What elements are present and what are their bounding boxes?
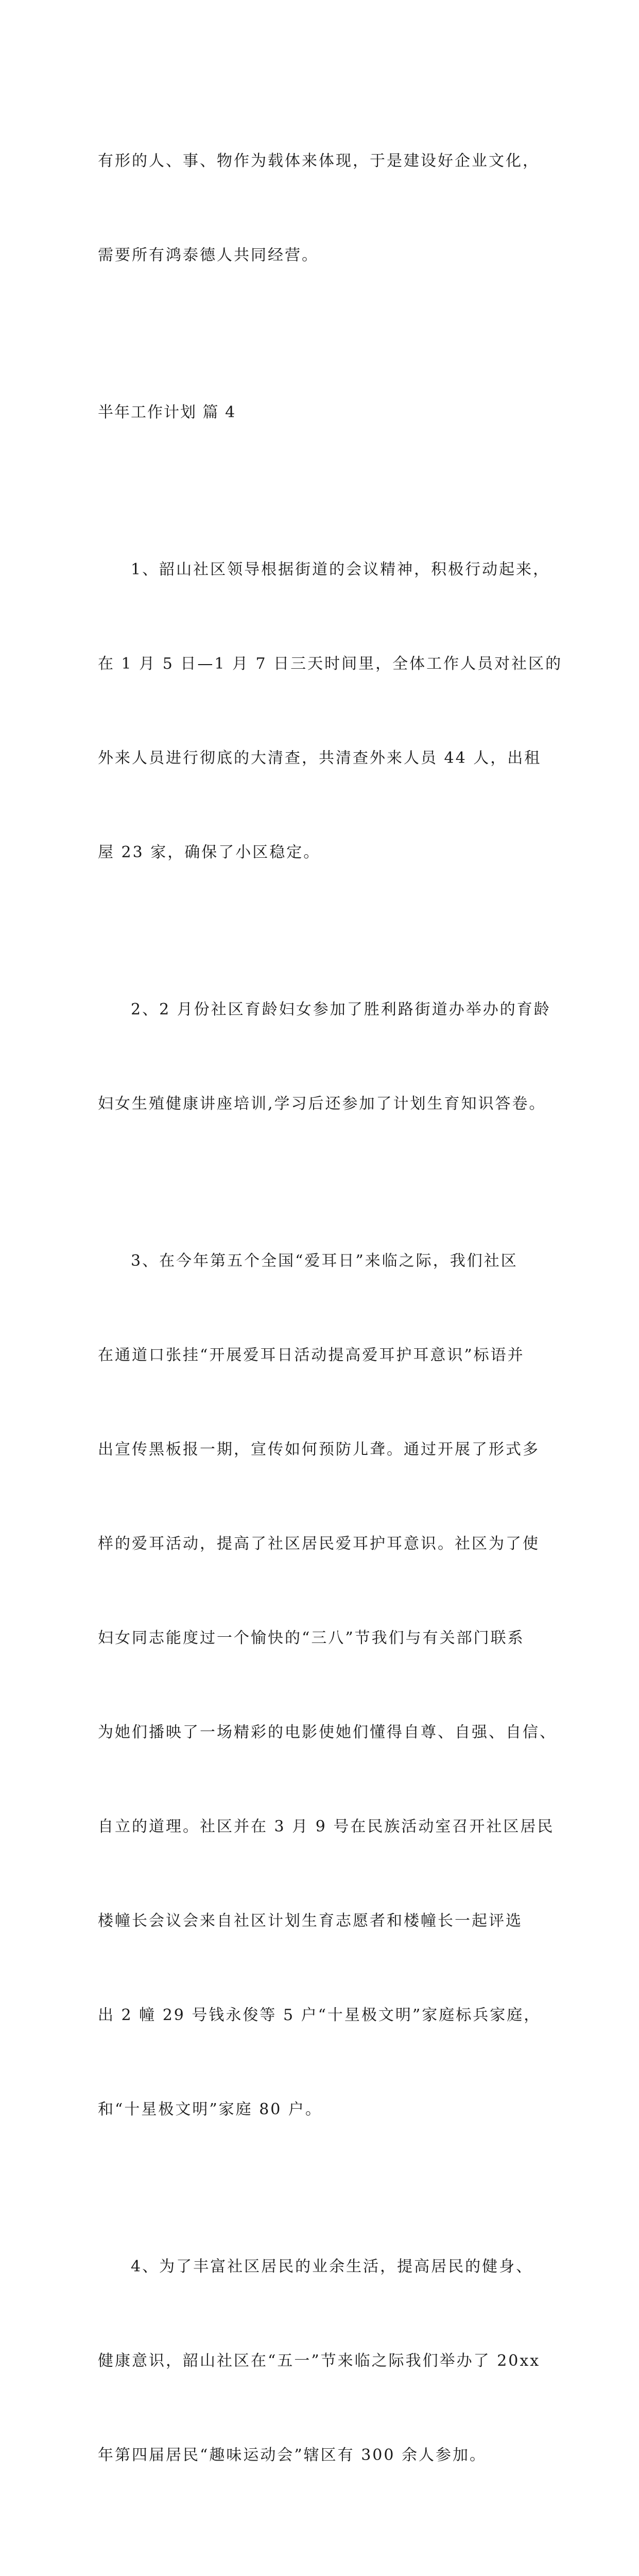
paragraph-3: [98, 1182, 557, 2188]
text-line: 自立的道理。社区并在 3 月 9 号在民族活动室召开社区居民: [98, 1818, 555, 1836]
paragraph-4: [98, 2188, 541, 2534]
paragraph-1: [98, 491, 563, 931]
text-line: 样的爱耳活动，提高了社区居民爱耳护耳意识。社区为了使: [98, 1535, 540, 1553]
text-line: 健康意识，韶山社区在“五一”节来临之际我们举办了 20xx: [98, 2352, 541, 2370]
paragraph-2: [98, 931, 551, 1182]
document-body: [98, 82, 563, 2576]
paragraph-5: [98, 2534, 541, 2576]
text-line: 和“十星极文明”家庭 80 户。: [98, 2100, 322, 2119]
text-line: 出宣传黑板报一期，宣传如何预防儿聋。通过开展了形式多: [98, 1440, 540, 1459]
text-line: 在 1 月 5 日—1 月 7 日三天时间里，全体工作人员对社区的: [98, 655, 563, 673]
intro-paragraph: [98, 82, 541, 334]
text-line: 出 2 幢 29 号钱永俊等 5 户“十星极文明”家庭标兵家庭，: [98, 2006, 541, 2024]
text-line: 1、韶山社区领导根据街道的会议精神，积极行动起来，: [131, 561, 550, 579]
text-line: 楼幢长会议会来自社区计划生育志愿者和楼幢长一起评选: [98, 1912, 523, 1930]
section-heading: [98, 334, 541, 491]
text-line: 3、在今年第五个全国“爱耳日”来临之际，我们社区: [131, 1252, 518, 1270]
text-line: 妇女生殖健康讲座培训,学习后还参加了计划生育知识答卷。: [98, 1095, 546, 1113]
text-line: 2、2 月份社区育龄妇女参加了胜利路街道办举办的育龄: [131, 1001, 551, 1019]
text-line: 妇女同志能度过一个愉快的“三八”节我们与有关部门联系: [98, 1629, 525, 1647]
text-line: 年第四届居民“趣味运动会”辖区有 300 余人参加。: [98, 2446, 487, 2464]
text-line: 屋 23 家，确保了小区稳定。: [98, 843, 321, 861]
section-heading-text: 半年工作计划 篇 4: [98, 403, 236, 421]
text-line: 有形的人、事、物作为载体来体现，于是建设好企业文化，: [98, 152, 540, 170]
text-line: 外来人员进行彻底的大清查，共清查外来人员 44 人，出租: [98, 749, 542, 767]
text-line: 需要所有鸿泰德人共同经营。: [98, 246, 319, 264]
text-line: 为她们播映了一场精彩的电影使她们懂得自尊、自强、自信、: [98, 1723, 557, 1741]
text-line: 4、为了丰富社区居民的业余生活，提高居民的健身、: [131, 2258, 533, 2276]
text-line: 在通道口张挂“开展爱耳日活动提高爱耳护耳意识”标语并: [98, 1346, 525, 1364]
